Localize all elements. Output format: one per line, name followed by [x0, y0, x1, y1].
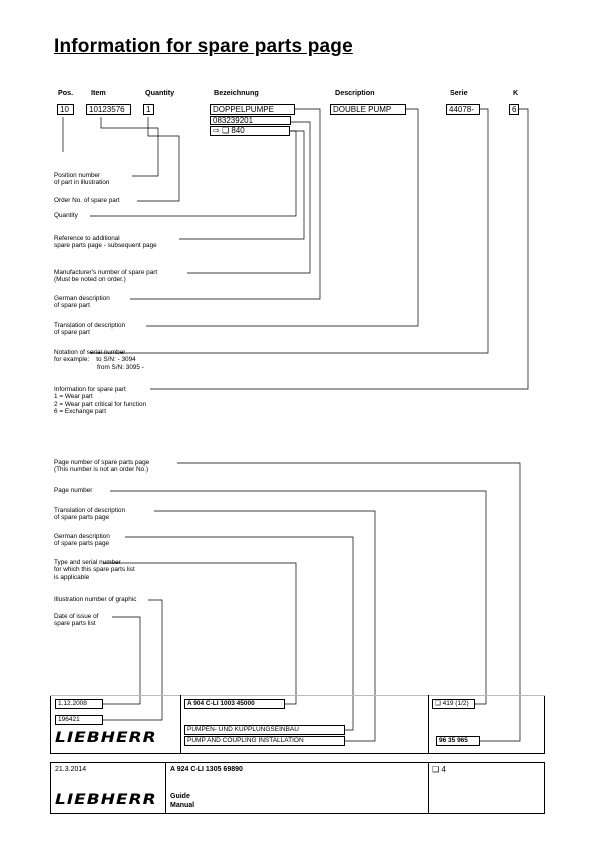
- page-icon: ❏: [221, 126, 230, 135]
- label-page-number-sp: Page number of spare parts page (This number is not an order No.): [54, 459, 150, 474]
- header-bezeichnung: Bezeichnung: [214, 88, 259, 97]
- footer-english-title: PUMP AND COUPLING INSTALLATION: [184, 736, 345, 746]
- label-translation: Translation of description of spare part: [54, 322, 126, 337]
- reference-page: ⇨ ❏ 840: [210, 126, 290, 136]
- liebherr-logo: LIEBHERR: [55, 791, 157, 808]
- label-translation-page: Translation of description of spare parts page: [54, 507, 126, 522]
- page-footer-manual: Manual: [170, 802, 195, 809]
- label-german-page: German description of spare parts page: [54, 533, 110, 548]
- label-order: Order No. of spare part: [54, 197, 120, 204]
- serie-value: 44078-: [446, 104, 480, 115]
- page-footer-doc-id: A 924 C-LI 1305 69890: [170, 766, 243, 773]
- header-pos: Pos.: [58, 88, 74, 97]
- description-value: DOUBLE PUMP: [330, 104, 406, 115]
- label-german: German description of spare part: [54, 295, 110, 310]
- item-value: 10123576: [86, 104, 131, 115]
- page-icon: ❏: [435, 700, 441, 707]
- arrow-right-icon: ⇨: [213, 126, 220, 135]
- header-item: Item: [91, 88, 106, 97]
- label-type-serial: Type and serial number for which this spare parts list is applicable: [54, 559, 135, 581]
- bezeichnung-value: DOPPELPUMPE: [210, 104, 295, 115]
- page-title: Information for spare parts page: [54, 36, 353, 57]
- pos-value: 10: [57, 104, 74, 115]
- header-description: Description: [335, 88, 375, 97]
- label-serial: Notation of serial number for example: to S/N: - 3094 from S/N: 3095 -: [54, 349, 144, 371]
- footer-page-ref: ❏ 419 (1/2): [432, 699, 475, 709]
- label-position: Position number of part in illustration: [54, 172, 110, 187]
- page-footer-date: 21.3.2014: [55, 766, 87, 773]
- manufacturer-number: 083239201: [210, 116, 291, 125]
- page-footer-guide: Guide: [170, 793, 190, 800]
- footer-page-no: 96 35 965: [436, 736, 480, 746]
- label-reference: Reference to additional spare parts page - subsequent page: [54, 235, 157, 250]
- label-illustration: Illustration number of graphic: [54, 596, 137, 603]
- label-info: Information for spare part 1 = Wear part 2 = Wear part critical for function 6 = Exchange part: [54, 386, 147, 416]
- quantity-value: 1: [143, 104, 154, 115]
- label-page-number: Page number: [54, 487, 93, 494]
- liebherr-logo-example: LIEBHERR: [55, 729, 157, 746]
- page-footer-page: ❏ 4: [432, 765, 446, 774]
- label-date-issue: Date of issue of spare parts list: [54, 613, 99, 628]
- k-value: 6: [509, 104, 519, 115]
- footer-date: 1.12.2008: [55, 699, 103, 709]
- header-k: K: [513, 88, 519, 97]
- label-quantity: Quantity: [54, 212, 78, 219]
- footer-type-serial: A 904 C-LI 1003 45000: [184, 699, 285, 709]
- header-quantity: Quantity: [145, 88, 175, 97]
- page-icon: ❏: [432, 765, 440, 774]
- footer-illustration-no: 196421: [55, 715, 103, 725]
- header-serie: Serie: [450, 88, 468, 97]
- footer-german-title: PUMPEN- UND KUPPLUNGSEINBAU: [184, 725, 345, 735]
- label-manufacturer: Manufacturer's number of spare part (Must be noted on order.): [54, 269, 158, 284]
